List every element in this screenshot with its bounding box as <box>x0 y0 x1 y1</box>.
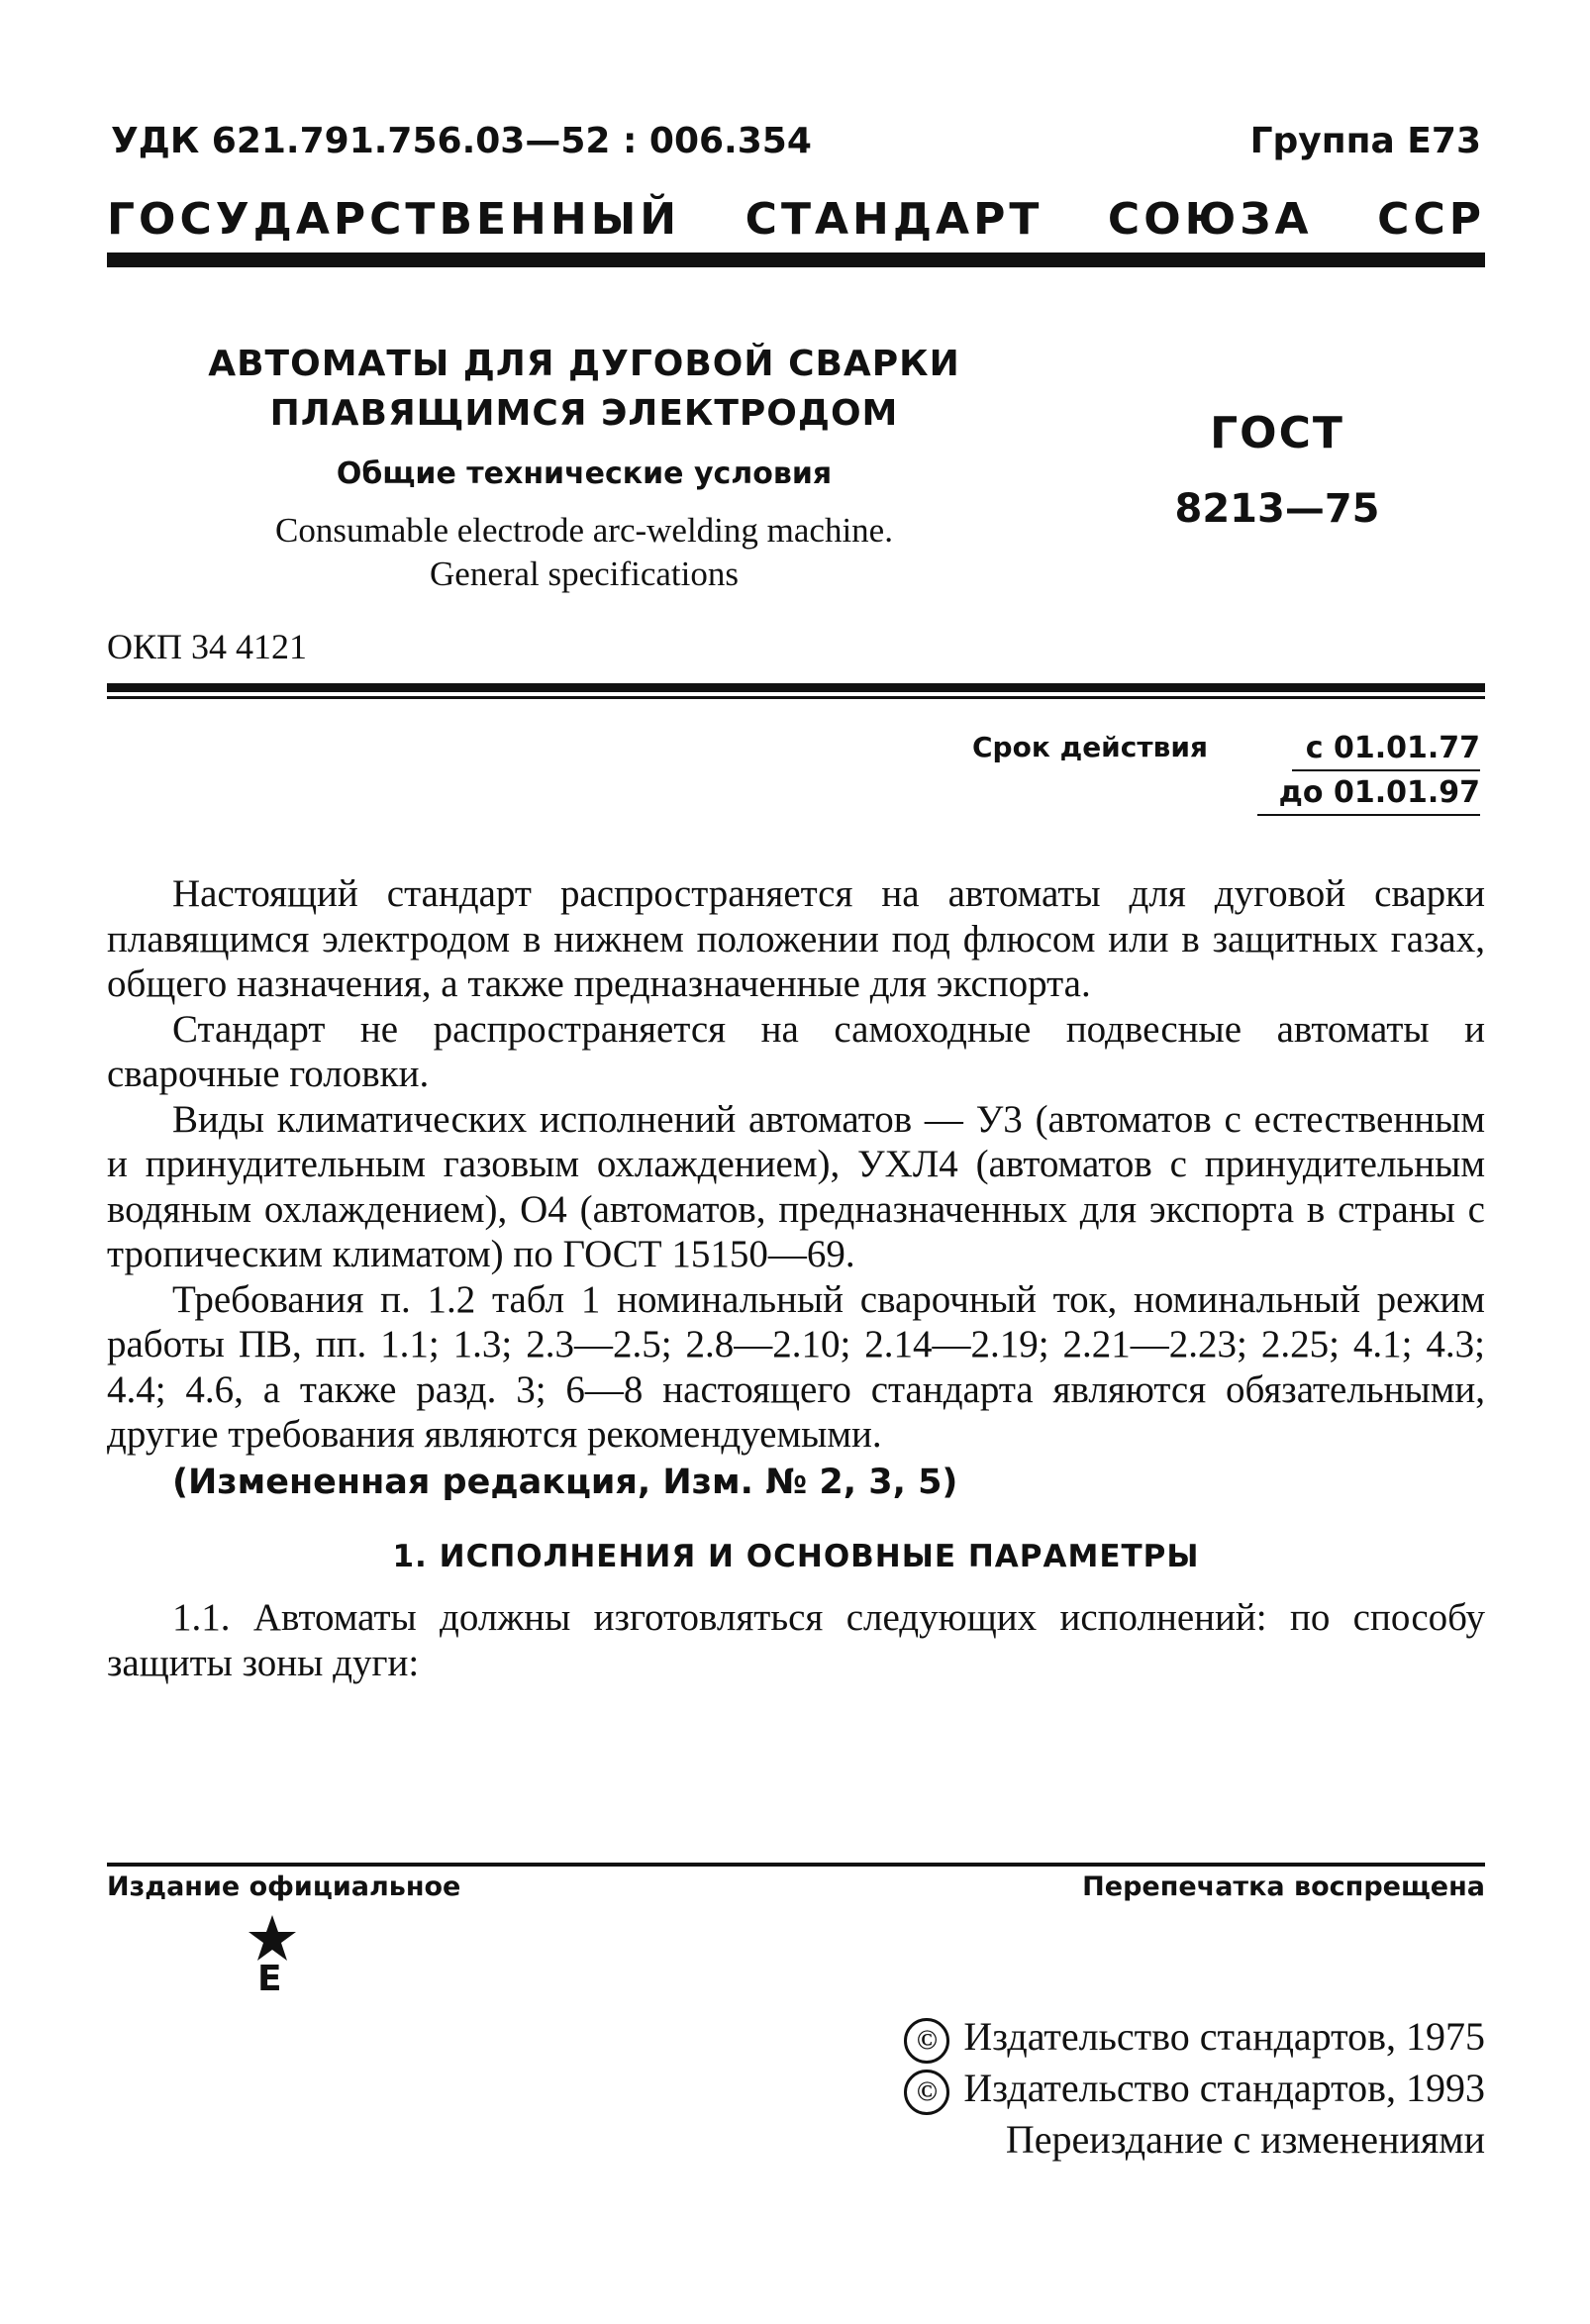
english-title-line-2: General specifications <box>430 555 739 593</box>
footer-rule <box>107 1863 1485 1867</box>
validity-from: с 01.01.77 <box>1292 731 1480 771</box>
paragraph-requirements: Требования п. 1.2 табл 1 номинальный сварочный ток, номинальный режим работы ПВ, пп. 1.1; 1.3; 2.3—2.5; 2.8—2.10; 2.14—2.19; 2.21—2.23; 2.25; 4.1; 4.3; 4.4; 4.6, а также разд. 3; 6—8 настоящего стандарта являются обязательными, другие требования являются рекомендуемыми. <box>107 1277 1485 1456</box>
paragraph-climatic: Виды климатических исполнений автоматов — У3 (автоматов с естественным и принудительным газовым охлаждением), УХЛ4 (автоматов с принудительным водяным охлаждением), О4 (автоматов, предназначенных для экспорта в страны с тропическим климатом) по ГОСТ 15150—69. <box>107 1097 1485 1275</box>
okp-code: ОКП 34 4121 <box>107 627 308 666</box>
copyright-1993-text: Издательство стандартов, 1993 <box>963 2066 1485 2110</box>
reprint-prohibited: Перепечатка воспрещена <box>1082 1871 1485 1902</box>
group-code: Группа Е73 <box>1249 121 1481 161</box>
copyright-1975 <box>904 2013 1485 2064</box>
gost-label: ГОСТ <box>1210 408 1344 458</box>
paragraph-scope: Настоящий стандарт распространяется на автоматы для дуговой сварки плавящимся электродом в нижнем положении под флюсом или в защитных газах, общего назначения, а также предназначенные для экспорта. <box>107 872 1485 1005</box>
paragraph-exclusion: Стандарт не распространяется на самоходные подвесные автоматы и сварочные головки. <box>107 1007 1485 1095</box>
validity-label: Срок действия <box>972 731 1208 763</box>
copyright-icon: © <box>904 2018 949 2064</box>
official-edition: Издание официальное <box>107 1871 461 1902</box>
udk-code: УДК 621.791.756.03—52 : 006.354 <box>111 121 812 161</box>
english-title-line-1: Consumable electrode arc-welding machine. <box>275 511 893 550</box>
section-1-heading: 1. ИСПОЛНЕНИЯ И ОСНОВНЫЕ ПАРАМЕТРЫ <box>392 1538 1200 1574</box>
reissue-note: Переиздание с изменениями <box>1005 2117 1485 2162</box>
star-icon <box>248 1913 297 1963</box>
state-standard-banner: ГОСУДАРСТВЕННЫЙ СТАНДАРТ СОЮЗА ССР <box>107 194 1485 245</box>
section-rule-thick <box>107 683 1485 692</box>
copyright-1975-text: Издательство стандартов, 1975 <box>963 2014 1485 2059</box>
copyright-icon: © <box>904 2070 949 2115</box>
section-rule-thin <box>107 696 1485 699</box>
header-rule <box>107 253 1485 267</box>
e-mark: Е <box>257 1959 282 1999</box>
gost-number: 8213—75 <box>1174 486 1380 532</box>
gost-designation <box>1119 408 1436 532</box>
title-subtitle: Общие технические условия <box>336 456 833 491</box>
document-body <box>107 871 1485 1685</box>
title-line-2: ПЛАВЯЩИМСЯ ЭЛЕКТРОДОМ <box>269 393 899 434</box>
copyright-1993 <box>904 2065 1485 2115</box>
title-line-1: АВТОМАТЫ ДЛЯ ДУГОВОЙ СВАРКИ <box>208 344 960 384</box>
validity-to: до 01.01.97 <box>1257 775 1480 816</box>
paragraph-1-1: 1.1. Автоматы должны изготовляться следующих исполнений: по способу защиты зоны дуги: <box>107 1596 1485 1684</box>
title-block <box>188 340 980 596</box>
edit-note: (Измененная редакция, Изм. № 2, 3, 5) <box>172 1462 958 1502</box>
english-title <box>188 509 980 596</box>
